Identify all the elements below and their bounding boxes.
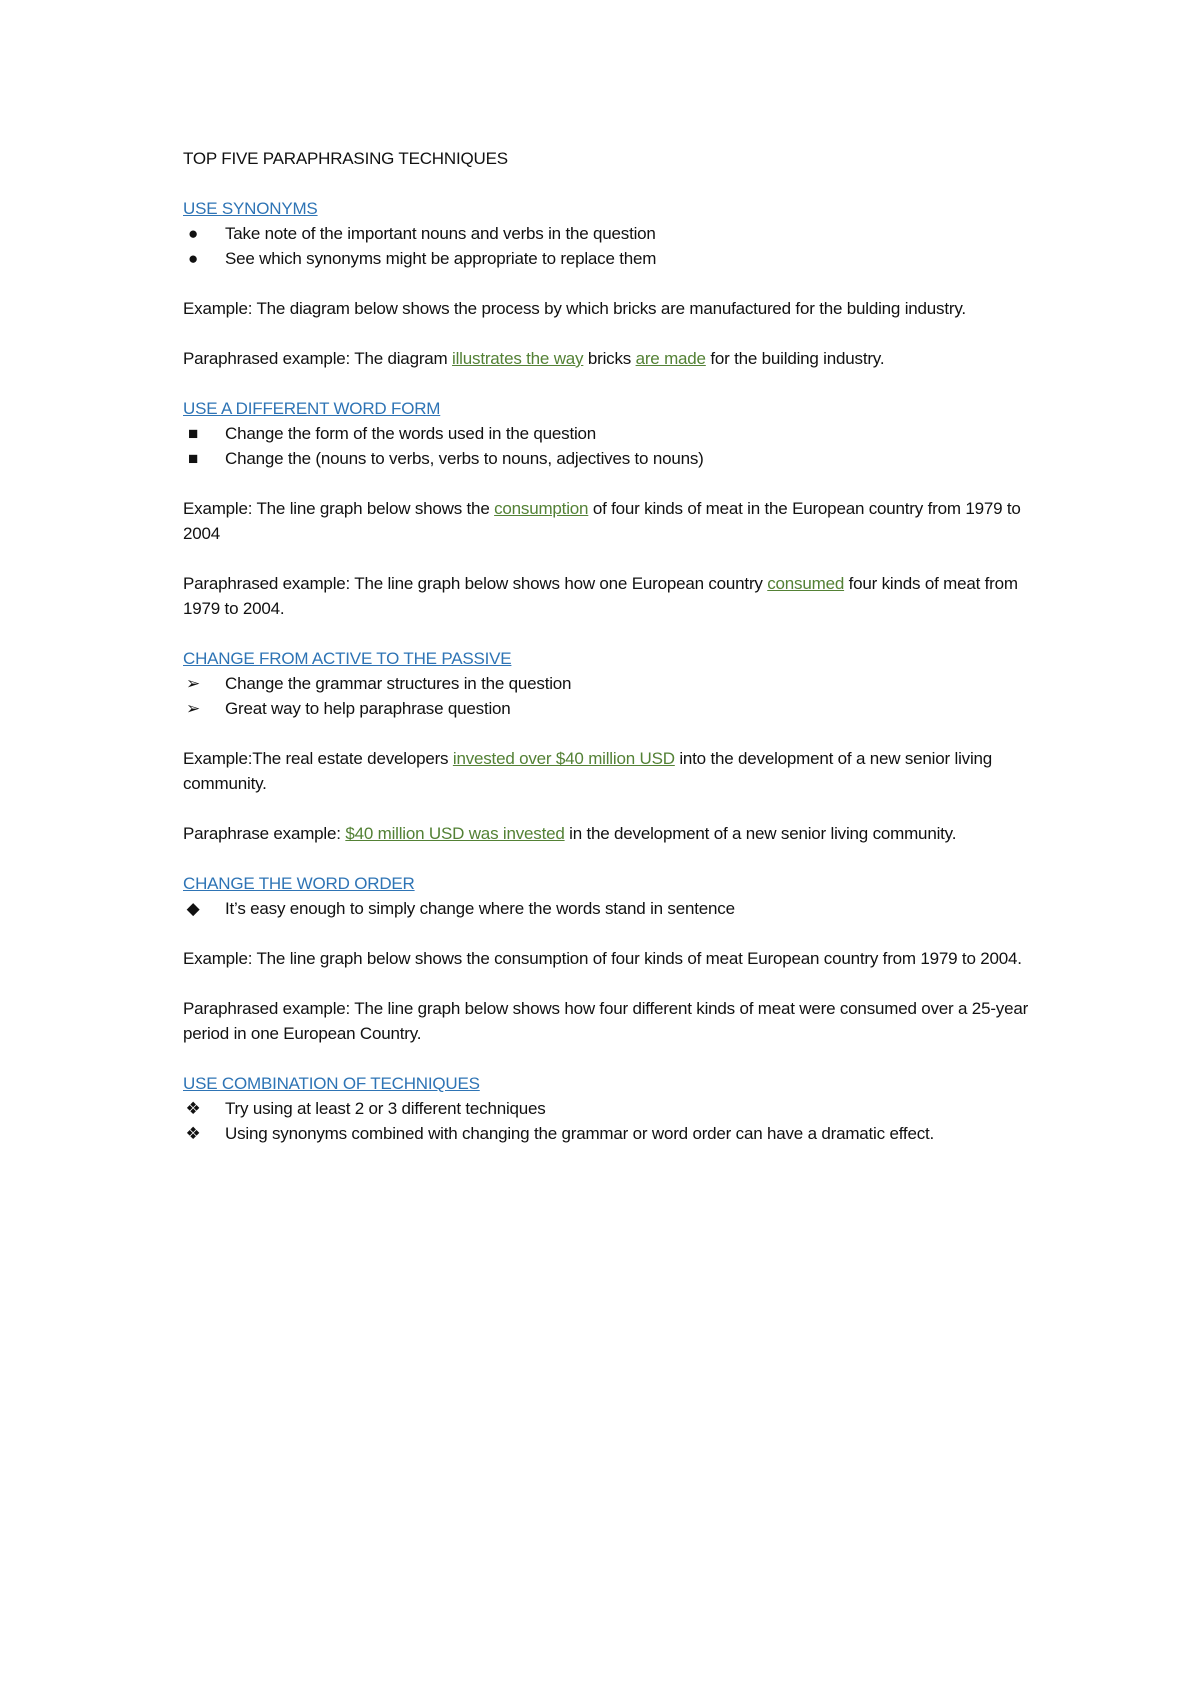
bullet-list (183, 1096, 1043, 1146)
bullet-text: See which synonyms might be appropriate to replace them (225, 249, 657, 268)
filled-circle-icon: ● (187, 224, 199, 243)
bullet-text: Great way to help paraphrase question (225, 699, 511, 718)
list-item (183, 221, 1043, 246)
list-item (183, 671, 1043, 696)
paraphrased-paragraph (183, 571, 1043, 621)
section-heading: USE A DIFFERENT WORD FORM (183, 399, 441, 418)
four-diamond-icon: ❖ (185, 1124, 201, 1143)
example-text: Example: The line graph below shows the (183, 499, 495, 518)
example-text: Example: The diagram below shows the process by which bricks are manufactured for the bulding industry. (183, 299, 966, 318)
example-paragraph (183, 746, 1043, 796)
section-word-order (183, 871, 1043, 1071)
bullet-list (183, 421, 1043, 471)
paraphrased-paragraph (183, 821, 1043, 846)
paraphrased-paragraph (183, 346, 1043, 371)
bullet-text: It’s easy enough to simply change where the words stand in sentence (225, 899, 735, 918)
paraphrased-text: in the development of a new senior living community. (564, 824, 957, 843)
list-item (183, 421, 1043, 446)
example-paragraph (183, 946, 1043, 971)
section-active-passive (183, 646, 1043, 871)
bullet-text: Using synonyms combined with changing the grammar or word order can have a dramatic effect. (225, 1124, 935, 1143)
list-item (183, 696, 1043, 721)
arrowhead-icon: ➢ (185, 699, 201, 718)
highlighted-phrase: are made (635, 349, 706, 368)
example-text: of four kinds of meat in the European country from 1979 to 2004 (183, 499, 1021, 543)
example-text: into the development of a new senior living community. (183, 749, 993, 793)
example-text: Example:The real estate developers (183, 749, 453, 768)
highlighted-phrase: $40 million USD was invested (345, 824, 565, 843)
document-title: TOP FIVE PARAPHRASING TECHNIQUES (183, 149, 508, 168)
paraphrased-text: bricks (583, 349, 636, 368)
paraphrased-text: four kinds of meat from 1979 to 2004. (183, 574, 1018, 618)
document-body (183, 146, 1043, 1146)
paraphrased-text: for the building industry. (705, 349, 885, 368)
section-heading: USE COMBINATION OF TECHNIQUES (183, 1074, 480, 1093)
highlighted-phrase: invested over $40 million USD (452, 749, 675, 768)
section-synonyms (183, 196, 1043, 396)
filled-diamond-icon: ◆ (186, 899, 200, 918)
list-item (183, 446, 1043, 471)
bullet-text: Try using at least 2 or 3 different techniques (225, 1099, 546, 1118)
example-paragraph (183, 496, 1043, 546)
paraphrased-text: Paraphrase example: (183, 824, 346, 843)
highlighted-phrase: consumed (767, 574, 845, 593)
filled-square-icon: ■ (187, 449, 199, 468)
four-diamond-icon: ❖ (185, 1099, 201, 1118)
highlighted-phrase: illustrates the way (452, 349, 584, 368)
filled-square-icon: ■ (187, 424, 199, 443)
bullet-text: Change the form of the words used in the question (225, 424, 597, 443)
list-item (183, 1096, 1043, 1121)
bullet-text: Take note of the important nouns and verbs in the question (225, 224, 656, 243)
list-item (183, 1121, 1043, 1146)
paraphrased-text: Paraphrased example: The line graph below shows how four different kinds of meat were consumed over a 25-year period in one European Country. (183, 999, 1029, 1043)
section-word-form (183, 396, 1043, 646)
section-heading: CHANGE THE WORD ORDER (183, 874, 415, 893)
section-heading: USE SYNONYMS (183, 199, 318, 218)
example-paragraph (183, 296, 1043, 321)
paraphrased-paragraph (183, 996, 1043, 1046)
list-item (183, 896, 1043, 921)
section-heading: CHANGE FROM ACTIVE TO THE PASSIVE (183, 649, 512, 668)
section-combination (183, 1071, 1043, 1146)
list-item (183, 246, 1043, 271)
bullet-list (183, 671, 1043, 721)
example-text: Example: The line graph below shows the consumption of four kinds of meat European country from 1979 to 2004. (183, 949, 1022, 968)
bullet-text: Change the grammar structures in the question (225, 674, 572, 693)
bullet-list (183, 896, 1043, 921)
bullet-text: Change the (nouns to verbs, verbs to nouns, adjectives to nouns) (225, 449, 704, 468)
paraphrased-text: Paraphrased example: The diagram (183, 349, 453, 368)
arrowhead-icon: ➢ (185, 674, 201, 693)
filled-circle-icon: ● (187, 249, 199, 268)
paraphrased-text: Paraphrased example: The line graph below shows how one European country (183, 574, 768, 593)
highlighted-phrase: consumption (494, 499, 589, 518)
bullet-list (183, 221, 1043, 271)
